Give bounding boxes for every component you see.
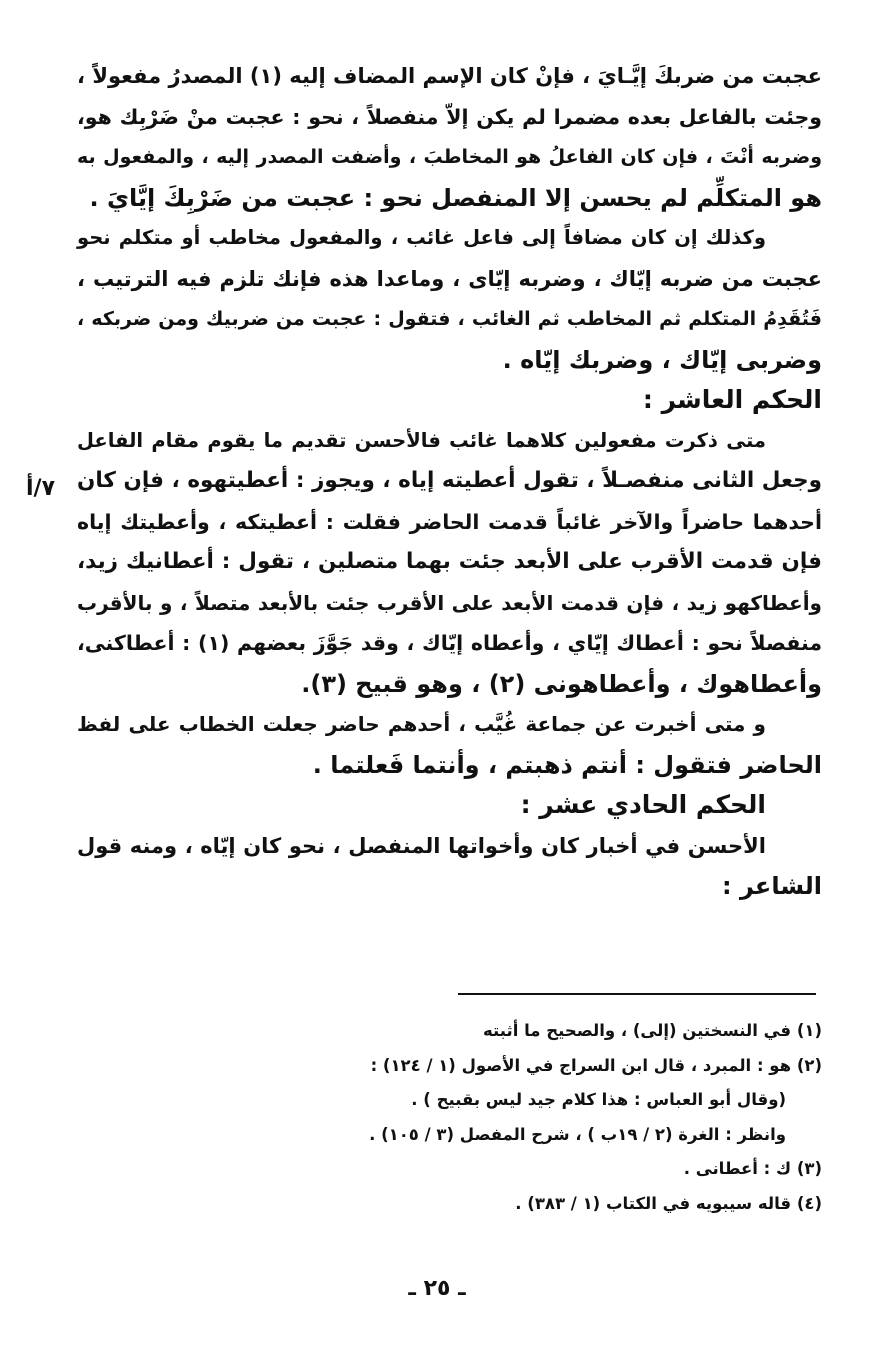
text-line: الشاعر : [722, 872, 822, 900]
folio-margin-note: ٧/أ [26, 476, 56, 501]
text-line: هو المتكلِّم لم يحسن إلا المنفصل نحو : عجبت من ضَرْبِكَ إيَّايَ . [89, 183, 822, 212]
footnote-continuation: وانظر : الغرة (٢ / ١٩ب ) ، شرح المفصل (٣ / ١٠٥) . [369, 1124, 786, 1144]
text-line: وجعل الثانى منفصـلاً ، تقول أعطيته إياه ، ويجوز : أعطيتهوه ، فإن كان [77, 468, 822, 493]
page-number: ـ ٢٥ ـ [408, 1276, 466, 1301]
footnote-continuation: (وقال أبو العباس : هذا كلام جيد ليس بقبيح ) . [411, 1090, 786, 1109]
text-line: و متى أخبرت عن جماعة غُيَّب ، أحدهم حاضر جعلت الخطاب على لفظ [77, 712, 766, 736]
section-heading-11: الحكم الحادي عشر : [520, 790, 766, 819]
text-line: منفصلاً نحو : أعطاك إيّاي ، وأعطاه إيّاك ، وقد جَوَّزَ بعضهم (١) : أعطاكنى، [77, 631, 823, 655]
footnote: (٢) هو : المبرد ، قال ابن السراج في الأصول (١ / ١٢٤) : [370, 1055, 822, 1075]
text-line: وأعطاهوك ، وأعطاهونى (٢) ، وهو قبيح (٣). [301, 669, 822, 698]
text-line: وأعطاكهو زيد ، فإن قدمت الأبعد على الأقرب جئت بالأبعد متصلاً ، و بالأقرب [77, 590, 822, 615]
main-text [77, 56, 822, 907]
section-heading-10: الحكم العاشر : [642, 385, 822, 414]
text-line: متى ذكرت مفعولين كلاهما غائب فالأحسن تقديم ما يقوم مقام الفاعل [77, 428, 766, 452]
text-line: فإن قدمت الأقرب على الأبعد جئت بهما متصلين ، تقول : أعطانيك زيد، [77, 549, 822, 574]
text-line: أحدهما حاضراً والآخر غائباً قدمت الحاضر فقلت : أعطيتكه ، وأعطيتك إياه [77, 509, 822, 534]
text-line: الحاضر فتقول : أنتم ذهبتم ، وأنتما فَعلتما . [312, 750, 822, 779]
text-line: وضربه أنْتَ ، فإن كان الفاعلُ هو المخاطبَ ، وأضفت المصدر إليه ، والمفعول به [77, 146, 822, 168]
text-line: وجئت بالفاعل بعده مضمرا لم يكن إلاّ منفصلاً ، نحو : عجبت منْ ضَرْبِك هو، [77, 104, 822, 129]
text-line: عجبت من ضربكَ إيَّـايَ ، فإنْ كان الإسم المضاف إليه (١) المصدرُ مفعولاً ، [77, 64, 822, 88]
footnote: (٣) ك : أعطانى . [683, 1159, 822, 1178]
footnotes [77, 1014, 822, 1221]
text-line: الأحسن في أخبار كان وأخواتها المنفصل ، نحو كان إيّاه ، ومنه قول [77, 833, 766, 858]
footnote: (١) في النسختين (إلى) ، والصحيح ما أثبته [483, 1021, 822, 1040]
footnote-divider [458, 993, 816, 995]
text-line: وكذلك إن كان مضافاً إلى فاعل غائب ، والمفعول مخاطب أو متكلم نحو [77, 226, 766, 249]
text-line: عجبت من ضربه إيّاك ، وضربه إيّاى ، وماعدا هذه فإنك تلزم فيه الترتيب ، [77, 266, 822, 291]
text-line: وضربى إيّاك ، وضربك إيّاه . [502, 345, 822, 374]
text-line: فَتُقَدِمُ المتكلم ثم المخاطب ثم الغائب ، فتقول : عجبت من ضربيك ومن ضربكه ، [77, 308, 822, 330]
footnote: (٤) قاله سيبويه في الكتاب (١ / ٣٨٣) . [515, 1193, 822, 1213]
